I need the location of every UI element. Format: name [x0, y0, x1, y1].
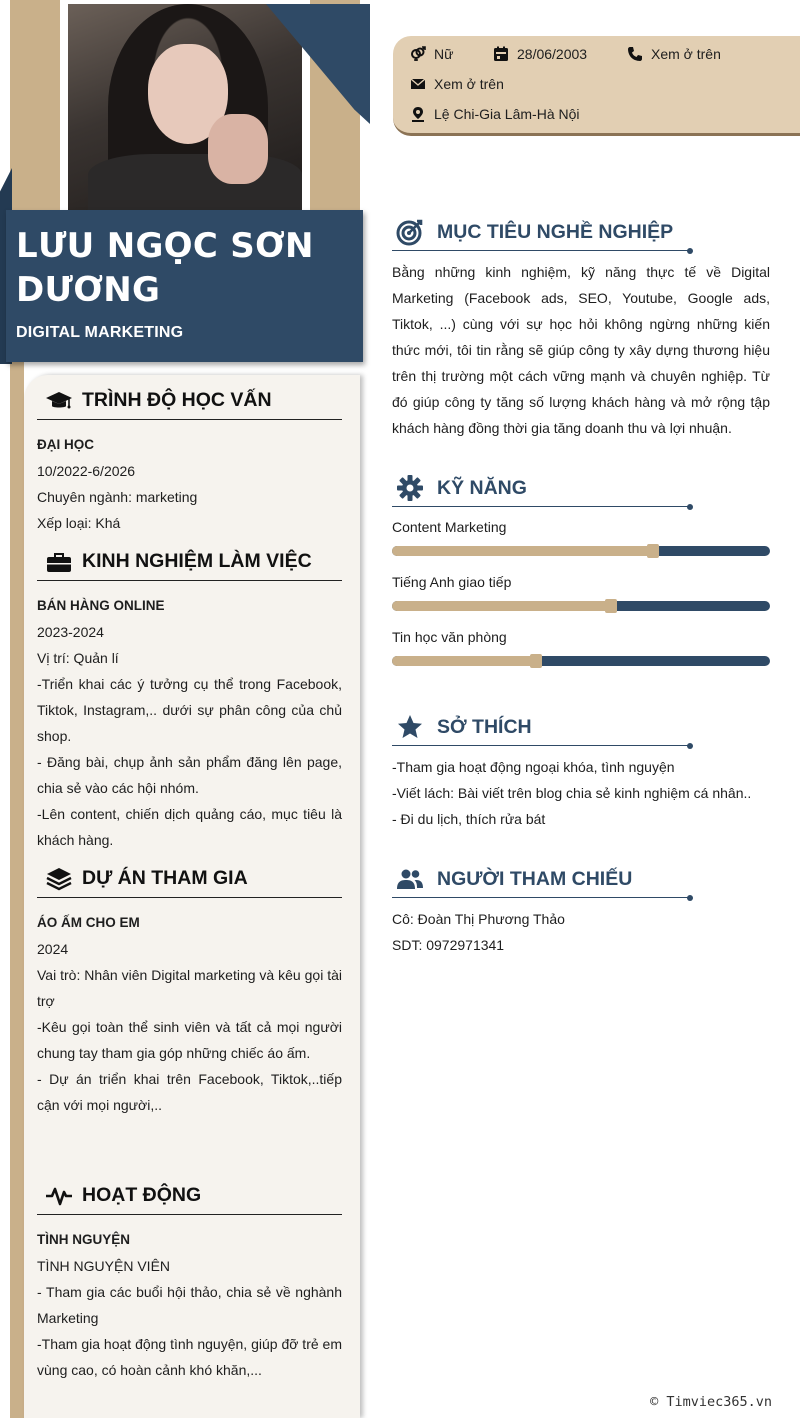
target-icon [396, 218, 424, 246]
skill-handle [530, 654, 542, 668]
contact-birthday [493, 46, 587, 62]
layers-icon [45, 867, 73, 891]
objective-header [392, 214, 770, 250]
references-section [392, 861, 770, 958]
references-header [392, 861, 770, 897]
email-value: Xem ở trên [434, 76, 504, 92]
phone-value: Xem ở trên [651, 46, 721, 62]
experience-company: BÁN HÀNG ONLINE [37, 598, 165, 613]
education-major: Chuyên ngành: marketing [37, 489, 198, 505]
skill-bar [392, 601, 770, 611]
education-header [37, 382, 342, 420]
activities-title: HOẠT ĐỘNG [82, 1184, 202, 1206]
location-icon [410, 106, 426, 122]
activities-section [37, 1177, 342, 1383]
activity-org: TÌNH NGUYỆN [37, 1232, 131, 1247]
hobby-line-1: -Tham gia hoạt động ngoại khóa, tình nguyện [392, 759, 675, 775]
education-period: 10/2022-6/2026 [37, 463, 136, 479]
graduation-cap-icon [45, 389, 73, 413]
skill-label: Tin học văn phòng [392, 629, 507, 645]
hobby-line-2: -Viết lách: Bài viết trên blog chia sẻ kinh nghiệm cá nhân.. [392, 785, 752, 801]
project-role: Vai trò: Nhân viên Digital marketing và kêu gọi tài trợ [37, 967, 342, 1009]
projects-title: DỰ ÁN THAM GIA [82, 867, 248, 889]
project-desc-1: -Kêu gọi toàn thể sinh viên và tất cả mọi người chung tay tham gia góp những chiếc áo ấm. [37, 1019, 342, 1061]
experience-role: Vị trí: Quản lí [37, 650, 119, 666]
education-section [37, 382, 342, 536]
hobbies-title: SỞ THÍCH [437, 715, 532, 738]
address-value: Lệ Chi-Gia Lâm-Hà Nội [434, 106, 580, 122]
experience-period: 2023-2024 [37, 624, 104, 640]
objective-title: MỤC TIÊU NGHỀ NGHIỆP [437, 220, 674, 243]
skill-item [392, 574, 770, 590]
activity-desc-1: - Tham gia các buổi hội thảo, chia sẻ về nghành Marketing [37, 1284, 342, 1326]
experience-desc-1: -Triển khai các ý tưởng cụ thể trong Facebook, Tiktok, Instagram,.. dưới sự phân công của chủ shop. [37, 676, 342, 744]
experience-title: KINH NGHIỆM LÀM VIỆC [82, 550, 312, 572]
skills-section [392, 470, 770, 506]
skills-header [392, 470, 770, 506]
avatar [68, 4, 302, 210]
hobbies-section [392, 709, 770, 832]
gear-icon [396, 474, 424, 502]
users-icon [396, 865, 424, 893]
projects-section [37, 860, 342, 1118]
footer-copyright: © Timviec365.vn [650, 1394, 772, 1410]
activity-desc-2: -Tham gia hoạt động tình nguyện, giúp đỡ trẻ em vùng cao, có hoàn cảnh khó khăn,... [37, 1336, 342, 1378]
candidate-name: LƯU NGỌC SƠN DƯƠNG [16, 226, 314, 310]
pulse-icon [45, 1184, 73, 1208]
contact-address [410, 106, 580, 122]
education-title: TRÌNH ĐỘ HỌC VẤN [82, 389, 272, 411]
objective-text: Bằng những kinh nghiệm, kỹ năng thực tế về Digital Marketing (Facebook ads, SEO, Youtube, Google ads, Tiktok, ...) cùng với sự học hỏi không ngừng những kiến thức mới, tôi tin rằng sẽ giúp công ty xây dựng thương hiệu trên thị trường một cách vững mạnh và chuyên nghiệp. Từ đó giúp công ty tăng số lượng khách hàng và mở rộng tập khách hàng đồng thời gia tăng doanh thu và lợi nhuận. [392, 264, 770, 436]
references-title: NGƯỜI THAM CHIẾU [437, 867, 633, 890]
name-banner [6, 210, 363, 362]
project-name: ÁO ẤM CHO EM [37, 915, 140, 930]
project-year: 2024 [37, 941, 69, 957]
phone-icon [627, 46, 643, 62]
skill-item [392, 519, 770, 535]
contact-email [410, 76, 504, 92]
objective-section [392, 214, 770, 441]
skill-bar [392, 546, 770, 556]
skill-item [392, 629, 770, 645]
education-school: ĐẠI HỌC [37, 437, 94, 452]
skill-bar [392, 656, 770, 666]
project-desc-2: - Dự án triển khai trên Facebook, Tiktok,..tiếp cận với mọi người,.. [37, 1071, 342, 1113]
contact-phone [627, 46, 721, 62]
hobby-line-3: - Đi du lịch, thích rửa bát [392, 811, 546, 827]
activities-header [37, 1177, 342, 1215]
experience-header [37, 543, 342, 581]
gender-value: Nữ [434, 46, 454, 62]
birthday-value: 28/06/2003 [517, 46, 588, 62]
briefcase-icon [45, 550, 73, 574]
email-icon [410, 76, 426, 92]
skills-title: KỸ NĂNG [437, 476, 527, 499]
skill-label: Content Marketing [392, 519, 507, 535]
skill-label: Tiếng Anh giao tiếp [392, 574, 512, 590]
experience-section [37, 543, 342, 853]
reference-name: Cô: Đoàn Thị Phương Thảo [392, 911, 565, 927]
skill-handle [647, 544, 659, 558]
star-icon [396, 713, 424, 741]
education-grade: Xếp loại: Khá [37, 515, 121, 531]
skill-handle [605, 599, 617, 613]
contact-gender [410, 46, 453, 62]
hobbies-header [392, 709, 770, 745]
reference-phone: SDT: 0972971341 [392, 937, 505, 953]
experience-desc-2: - Đăng bài, chụp ảnh sản phẩm đăng lên page, chia sẻ vào các hội nhóm. [37, 754, 342, 796]
activity-role: TÌNH NGUYỆN VIÊN [37, 1258, 171, 1274]
projects-header [37, 860, 342, 898]
experience-desc-3: -Lên content, chiến dịch quảng cáo, mục tiêu là khách hàng. [37, 806, 342, 848]
gender-icon [410, 46, 426, 62]
candidate-position: DIGITAL MARKETING [16, 324, 184, 341]
calendar-icon [493, 46, 509, 62]
